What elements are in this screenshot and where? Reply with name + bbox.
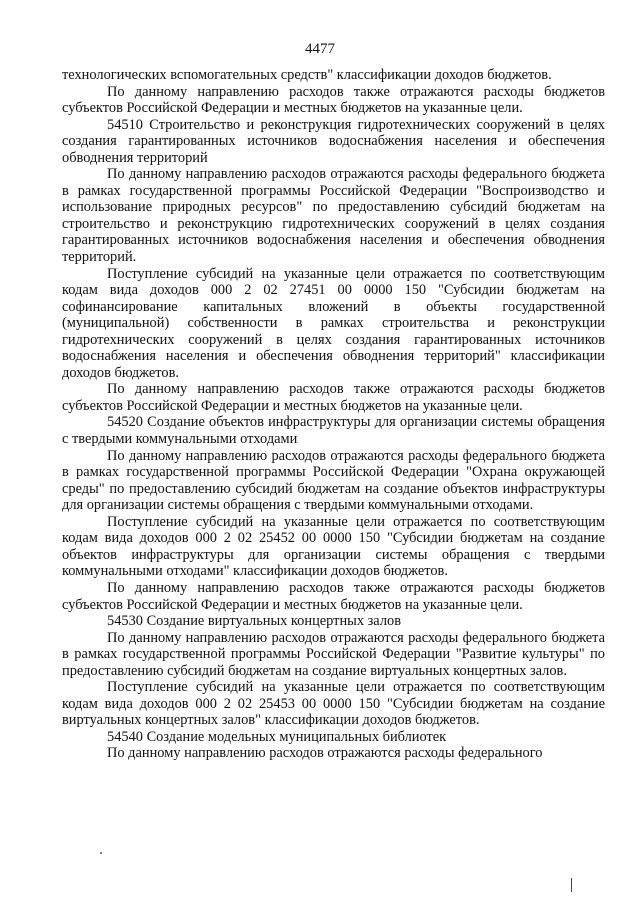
paragraph: По данному направлению расходов также отражаются расходы бюджетов субъектов Российской Федерации и местных бюджетов на указанные цели.: [62, 579, 605, 613]
paragraph: По данному направлению расходов также отражаются расходы бюджетов субъектов Российской Федерации и местных бюджетов на указанные цели.: [62, 83, 605, 117]
page-number: 4477: [305, 41, 335, 57]
paragraph: 54530 Создание виртуальных концертных залов: [107, 613, 401, 630]
paragraph: Поступление субсидий на указанные цели отражается по соответствующим кодам вида доходов 000 2 02 25453 00 0000 150 "Субсидии бюджетам на создание виртуальных концертных залов" классификации доходов бюджетов.: [62, 679, 605, 729]
paragraph: По данному направлению расходов отражаются расходы федерального бюджета в рамках государственной программы Российской Федерации "Воспроизводство и использование природных ресурсов" по предоставлению субсидий бюджетам на строительство и реконструкцию гидротехнических сооружений в целях создания гарантированных источников водоснабжения населения и обеспечения обводнения территорий.: [62, 166, 605, 266]
scan-mark: [571, 878, 572, 892]
paragraph: По данному направлению расходов отражаются расходы федерального бюджета в рамках государственной программы Российской Федерации "Развитие культуры" по предоставлению субсидий бюджетам на создание виртуальных концертных залов.: [62, 629, 605, 679]
paragraph: По данному направлению расходов отражаются расходы федерального: [107, 745, 543, 762]
document-body: [62, 67, 605, 762]
paragraph: 54510 Строительство и реконструкция гидротехнических сооружений в целях создания гарантированных источников водоснабжения населения и обеспечения обводнения территорий: [62, 116, 605, 166]
paragraph: По данному направлению расходов отражаются расходы федерального бюджета в рамках государственной программы Российской Федерации "Охрана окружающей среды" по предоставлению субсидий бюджетам на создание объектов инфраструктуры для организации системы обращения с твердыми коммунальными отходами.: [62, 447, 605, 514]
scan-speck: [100, 852, 102, 854]
paragraph: 54520 Создание объектов инфраструктуры для организации системы обращения с твердыми коммунальными отходами: [62, 414, 605, 448]
paragraph: Поступление субсидий на указанные цели отражается по соответствующим кодам вида доходов 000 2 02 27451 00 0000 150 "Субсидии бюджетам на софинансирование капитальных вложений в объекты государственной (муниципальной) собственности в рамках строительства и реконструкции гидротехнических сооружений в целях создания гарантированных источников водоснабжения населения и обеспечения обводнения территорий" классификации доходов бюджетов.: [62, 265, 605, 381]
paragraph: 54540 Создание модельных муниципальных библиотек: [107, 728, 447, 745]
paragraph: По данному направлению расходов также отражаются расходы бюджетов субъектов Российской Федерации и местных бюджетов на указанные цели.: [62, 381, 605, 414]
paragraph: Поступление субсидий на указанные цели отражается по соответствующим кодам вида доходов 000 2 02 25452 00 0000 150 "Субсидии бюджетам на создание объектов инфраструктуры для организации системы обращения с твердыми коммунальными отходами" классификации доходов бюджетов.: [62, 513, 605, 580]
paragraph: технологических вспомогательных средств" классификации доходов бюджетов.: [62, 67, 552, 83]
